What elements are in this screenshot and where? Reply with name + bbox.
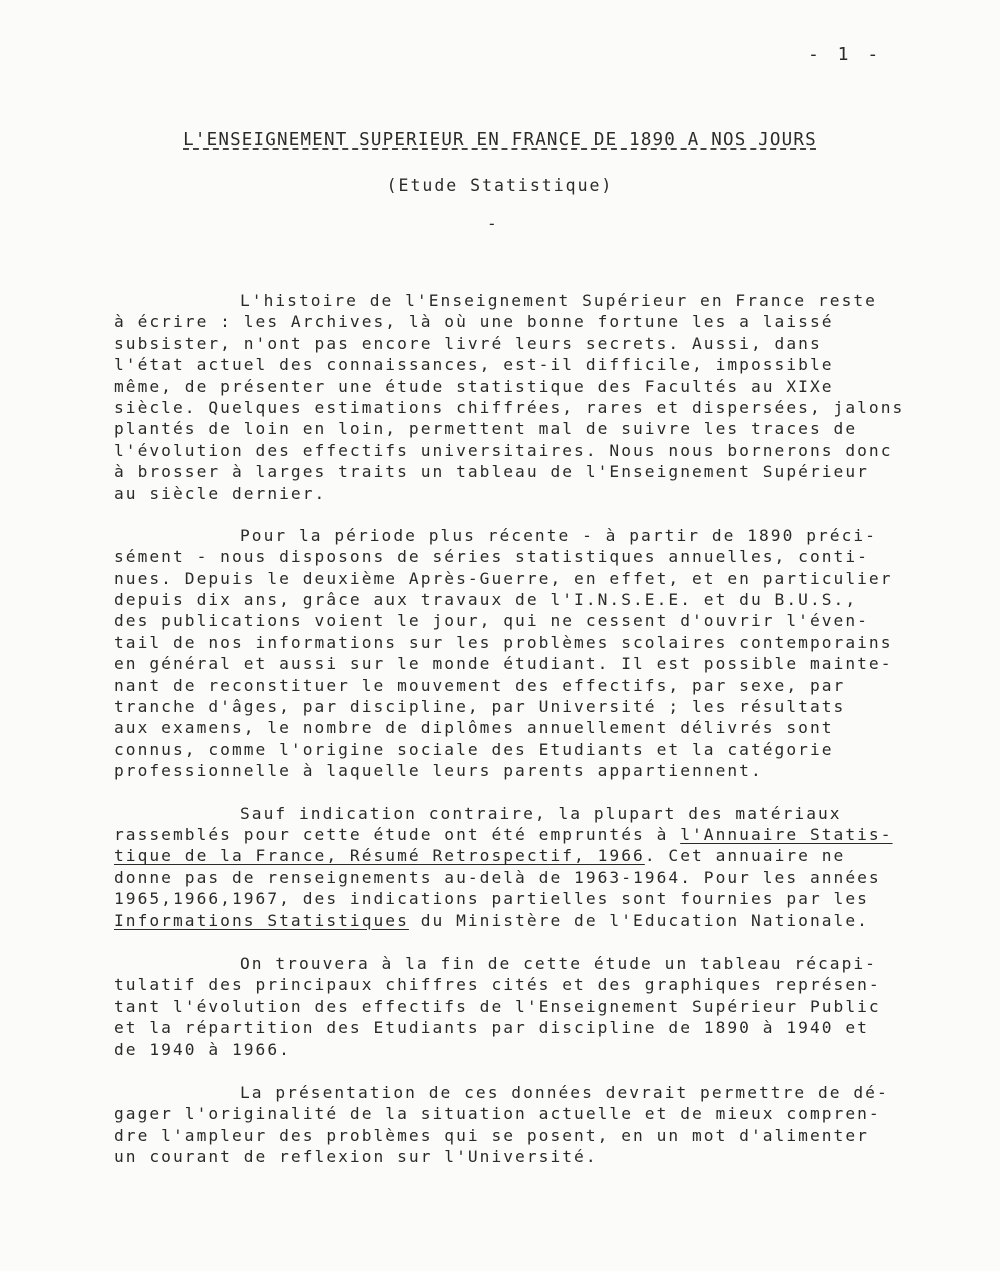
document-title: L'ENSEIGNEMENT SUPERIEUR EN FRANCE DE 1890 A NOS JOURS xyxy=(183,130,817,150)
text-line: sément - nous disposons de séries statistiques annuelles, conti- xyxy=(114,547,869,567)
text-line: aux examens, le nombre de diplômes annuellement délivrés sont xyxy=(114,718,834,738)
annuaire-reference-continued: tique de la France, Résumé Retrospectif, 1966 xyxy=(114,846,645,866)
text-line: On trouvera à la fin de cette étude un tableau récapi- xyxy=(240,953,877,973)
text-line: un courant de reflexion sur l'Université. xyxy=(114,1147,598,1167)
text-line: Sauf indication contraire, la plupart des matériaux xyxy=(240,803,842,823)
text-line: gager l'originalité de la situation actuelle et de mieux compren- xyxy=(114,1104,881,1124)
text-line: en général et aussi sur le monde étudiant. Il est possible mainte- xyxy=(114,654,893,674)
text-segment: . Cet annuaire ne xyxy=(644,846,846,866)
separator-dash: - xyxy=(487,214,497,233)
paragraph-1 xyxy=(114,290,964,504)
text-line xyxy=(114,824,964,845)
text-line: tail de nos informations sur les problèmes scolaires contemporains xyxy=(114,632,893,652)
text-line: l'évolution des effectifs universitaires. Nous nous bornerons donc xyxy=(114,440,893,460)
text-line: tant l'évolution des effectifs de l'Enseignement Supérieur Public xyxy=(114,996,881,1016)
text-line: l'état actuel des connaissances, est-il difficile, impossible xyxy=(114,355,834,375)
paragraph-2 xyxy=(114,525,964,782)
text-line: depuis dix ans, grâce aux travaux de l'I.N.S.E.E. et du B.U.S., xyxy=(114,590,858,610)
document-body xyxy=(114,290,964,1189)
text-line: même, de présenter une étude statistique des Facultés au XIXe xyxy=(114,376,834,396)
text-line: et la répartition des Etudiants par discipline de 1890 à 1940 et xyxy=(114,1018,869,1038)
text-line: dre l'ampleur des problèmes qui se posent, en un mot d'alimenter xyxy=(114,1125,869,1145)
text-line: à écrire : les Archives, là où une bonne fortune les a laissé xyxy=(114,312,834,332)
text-line: siècle. Quelques estimations chiffrées, rares et dispersées, jalons xyxy=(114,397,905,417)
document-subtitle: (Etude Statistique) xyxy=(386,176,614,195)
page-number: - 1 - xyxy=(808,44,883,65)
text-line: Pour la période plus récente - à partir de 1890 préci- xyxy=(240,525,877,545)
text-line xyxy=(114,910,964,931)
text-line: de 1940 à 1966. xyxy=(114,1039,291,1059)
paragraph-3 xyxy=(114,803,964,931)
paragraph-4 xyxy=(114,953,964,1060)
text-line: L'histoire de l'Enseignement Supérieur en France reste xyxy=(240,291,877,310)
text-line xyxy=(114,845,964,866)
text-line: à brosser à larges traits un tableau de l'Enseignement Supérieur xyxy=(114,462,869,482)
text-line: professionnelle à laquelle leurs parents appartiennent. xyxy=(114,761,763,781)
text-line: plantés de loin en loin, permettent mal de suivre les traces de xyxy=(114,419,858,439)
text-line: au siècle dernier. xyxy=(114,483,327,503)
text-line: tulatif des principaux chiffres cités et des graphiques représen- xyxy=(114,975,881,995)
text-line: donne pas de renseignements au-delà de 1963-1964. Pour les années xyxy=(114,867,881,887)
text-segment: rassemblés pour cette étude ont été empruntés à xyxy=(114,824,681,844)
text-line: connus, comme l'origine sociale des Etudiants et la catégorie xyxy=(114,739,834,759)
paragraph-5 xyxy=(114,1082,964,1168)
text-line: La présentation de ces données devrait permettre de dé- xyxy=(240,1082,889,1102)
text-line: nues. Depuis le deuxième Après-Guerre, en effet, et en particulier xyxy=(114,568,893,588)
text-line: 1965,1966,1967, des indications partielles sont fournies par les xyxy=(114,889,869,909)
text-line: nant de reconstituer le mouvement des effectifs, par sexe, par xyxy=(114,675,846,695)
text-segment: du Ministère de l'Education Nationale. xyxy=(408,910,869,930)
annuaire-reference: l'Annuaire Statis- xyxy=(680,824,893,844)
text-line: des publications voient le jour, qui ne cessent d'ouvrir l'éven- xyxy=(114,611,869,631)
text-line: subsister, n'ont pas encore livré leurs secrets. Aussi, dans xyxy=(114,333,822,353)
text-line: tranche d'âges, par discipline, par Université ; les résultats xyxy=(114,697,846,717)
informations-statistiques-reference: Informations Statistiques xyxy=(114,910,409,930)
